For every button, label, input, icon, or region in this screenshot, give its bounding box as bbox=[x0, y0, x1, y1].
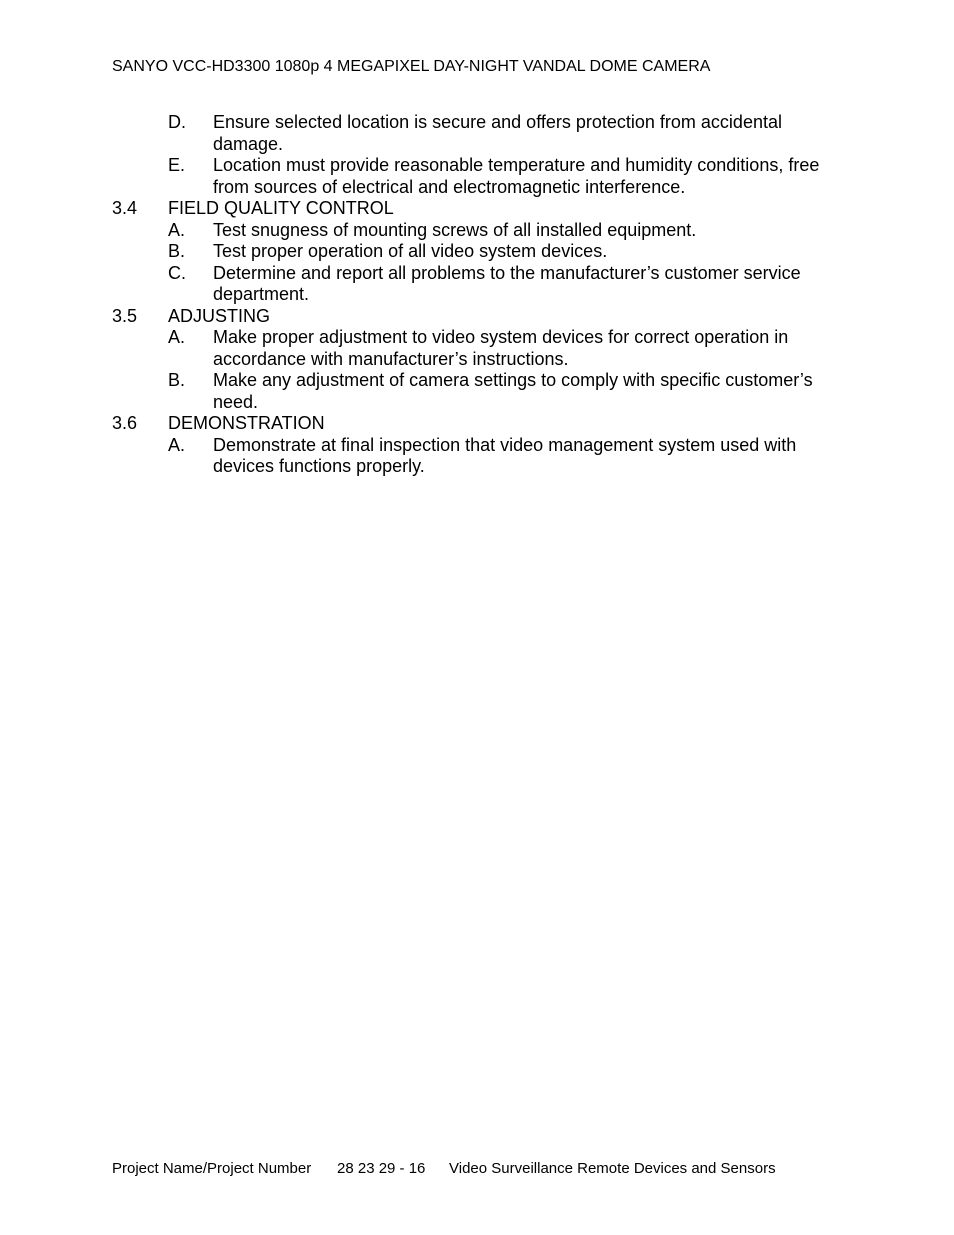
section-heading bbox=[112, 198, 842, 220]
section-title: ADJUSTING bbox=[168, 305, 271, 326]
item-text: Location must provide reasonable temperature and humidity conditions, free from sources of electrical and electromagnetic interference. bbox=[213, 155, 820, 197]
section-heading bbox=[112, 413, 842, 435]
section-number: 3.5 bbox=[112, 305, 138, 326]
item-letter: A. bbox=[168, 327, 186, 347]
section-number: 3.6 bbox=[112, 413, 138, 433]
footer-section-title: Video Surveillance Remote Devices and Sensors bbox=[449, 1160, 776, 1177]
list-item bbox=[112, 263, 842, 306]
item-letter: C. bbox=[168, 262, 186, 283]
item-letter: D. bbox=[168, 112, 186, 132]
list-item bbox=[112, 220, 842, 242]
item-text: Make proper adjustment to video system devices for correct operation in accordance with manufacturer’s instructions. bbox=[213, 327, 789, 369]
item-text: Make any adjustment of camera settings to comply with specific customer’s need. bbox=[213, 370, 813, 412]
list-item bbox=[112, 155, 842, 198]
item-text: Test snugness of mounting screws of all installed equipment. bbox=[213, 219, 697, 240]
item-letter: A. bbox=[168, 434, 186, 455]
section-number: 3.4 bbox=[112, 198, 138, 218]
item-letter: A. bbox=[168, 219, 186, 240]
section-title: DEMONSTRATION bbox=[168, 413, 325, 433]
list-item bbox=[112, 370, 842, 413]
document-body bbox=[112, 112, 842, 478]
item-letter: B. bbox=[168, 370, 186, 390]
item-text: Ensure selected location is secure and offers protection from accidental damage. bbox=[213, 112, 782, 154]
item-text: Determine and report all problems to the manufacturer’s customer service department. bbox=[213, 262, 801, 304]
list-item bbox=[112, 435, 842, 478]
footer-project: Project Name/Project Number bbox=[112, 1160, 312, 1177]
item-letter: B. bbox=[168, 241, 186, 261]
section-title: FIELD QUALITY CONTROL bbox=[168, 198, 394, 218]
section-heading bbox=[112, 306, 842, 328]
list-item bbox=[112, 112, 842, 155]
item-text: Demonstrate at final inspection that video management system used with devices functions properly. bbox=[213, 434, 797, 476]
item-text: Test proper operation of all video system devices. bbox=[213, 241, 608, 261]
footer-section-code: 28 23 29 - 16 bbox=[337, 1160, 426, 1177]
item-letter: E. bbox=[168, 155, 186, 175]
page-header: SANYO VCC-HD3300 1080p 4 MEGAPIXEL DAY-NIGHT VANDAL DOME CAMERA bbox=[112, 58, 711, 75]
page-footer bbox=[112, 1159, 776, 1178]
list-item bbox=[112, 241, 842, 263]
list-item bbox=[112, 327, 842, 370]
